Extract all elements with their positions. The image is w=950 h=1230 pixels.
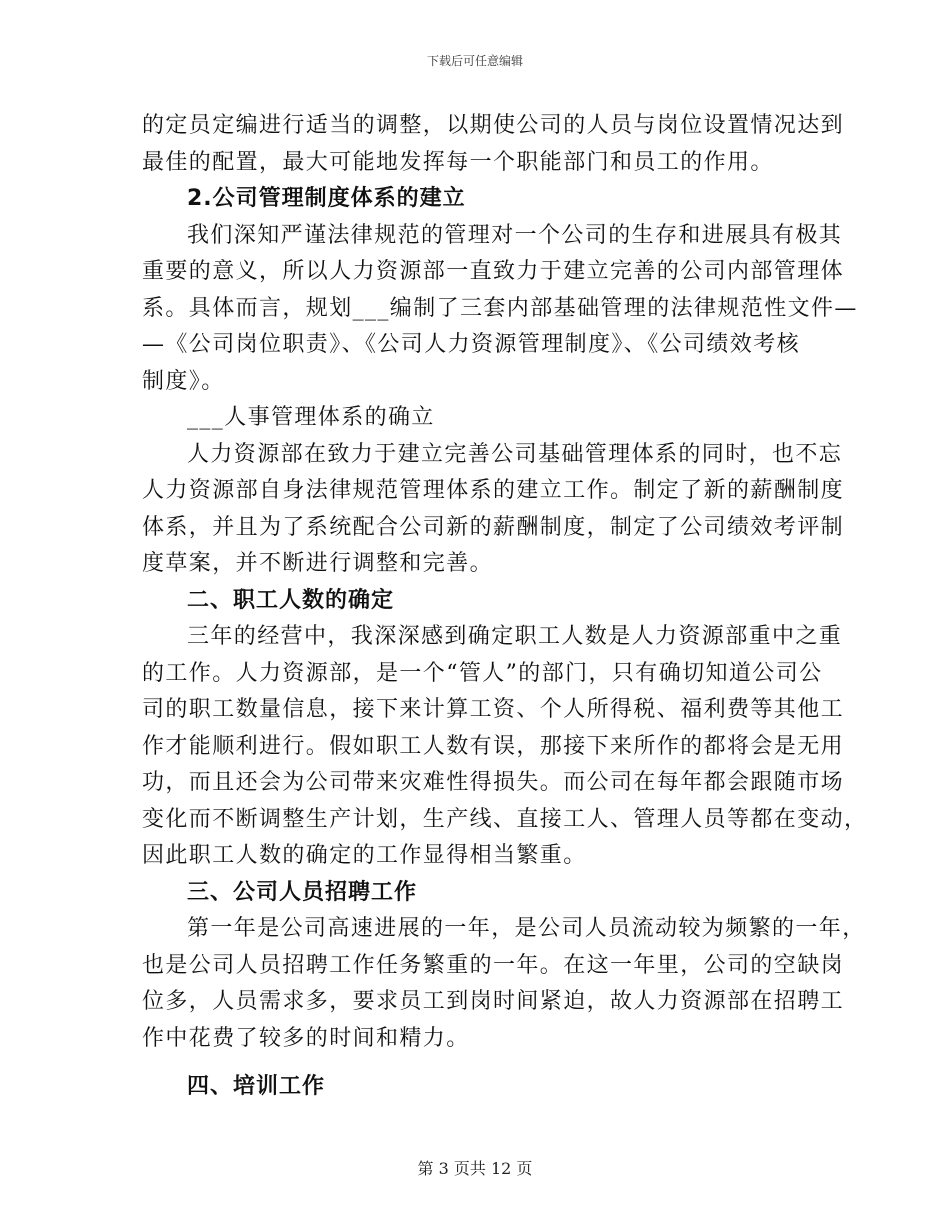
paragraph-line: 体系，并且为了系统配合公司新的薪酬制度，制定了公司绩效考评制 [142, 514, 845, 540]
section-heading: 三、公司人员招聘工作 [187, 879, 418, 905]
paragraph-line: ___人事管理体系的确立 [187, 405, 435, 430]
page-header: 下载后可任意编辑 [426, 54, 523, 68]
paragraph-line: 的定员定编进行适当的调整，以期使公司的人员与岗位设置情况达到 [142, 113, 845, 138]
paragraph-line: 重要的意义，所以人力资源部一直致力于建立完善的公司内部管理体 [142, 259, 845, 284]
paragraph-line: 人力资源部自身法律规范管理体系的建立工作。制定了新的薪酬制度 [142, 478, 845, 503]
section-gap [142, 1057, 814, 1069]
paragraph-line: 也是公司人员招聘工作任务繁重的一年。在这一年里，公司的空缺岗 [142, 952, 845, 978]
page-footer: 第 3 页共 12 页 [417, 1159, 533, 1178]
paragraph-line: 因此职工人数的确定的工作显得相当繁重。 [142, 843, 587, 868]
paragraph-line: 最佳的配置，最大可能地发挥每一个职能部门和员工的作用。 [142, 149, 774, 175]
section-heading: 四、培训工作 [187, 1074, 326, 1099]
document-body [142, 108, 868, 1106]
paragraph-line: 度草案，并不断进行调整和完善。 [142, 551, 494, 576]
paragraph-line: 位多，人员需求多，要求员工到岗时间紧迫，故人力资源部在招聘工 [142, 989, 845, 1014]
paragraph-line: 我们深知严谨法律规范的管理对一个公司的生存和进展具有极其 [187, 222, 843, 248]
paragraph-line: 作才能顺利进行。假如职工人数有误，那接下来所作的都将会是无用 [142, 733, 845, 759]
paragraph-line: 第一年是公司高速进展的一年，是公司人员流动较为频繁的一年， [187, 916, 866, 941]
paragraph-line: 系。具体而言，规划___编制了三套内部基础管理的法律规范性文件— [142, 295, 858, 321]
section-heading: 二、职工人数的确定 [187, 587, 395, 613]
paragraph-line: 的工作。人力资源部，是一个“管人”的部门，只有确切知道公司公 [142, 660, 823, 686]
paragraph-line: 人力资源部在致力于建立完善公司基础管理体系的同时，也不忘 [187, 441, 843, 467]
paragraph-line: 三年的经营中，我深深感到确定职工人数是人力资源部重中之重 [187, 624, 843, 649]
paragraph-line: 司的职工数量信息，接下来计算工资、个人所得税、福利费等其他工 [142, 697, 845, 722]
paragraph-line: —《公司岗位职责》、《公司人力资源管理制度》、《公司绩效考核 [142, 332, 801, 357]
paragraph-line: 作中花费了较多的时间和精力。 [142, 1025, 470, 1051]
section-heading: 2.公司管理制度体系的建立 [187, 186, 466, 211]
paragraph-line: 制度》。 [142, 368, 225, 394]
paragraph-line: 变化而不断调整生产计划，生产线、直接工人、管理人员等都在变动， [142, 806, 868, 832]
paragraph-line: 功，而且还会为公司带来灾难性得损失。而公司在每年都会跟随市场 [142, 770, 845, 795]
